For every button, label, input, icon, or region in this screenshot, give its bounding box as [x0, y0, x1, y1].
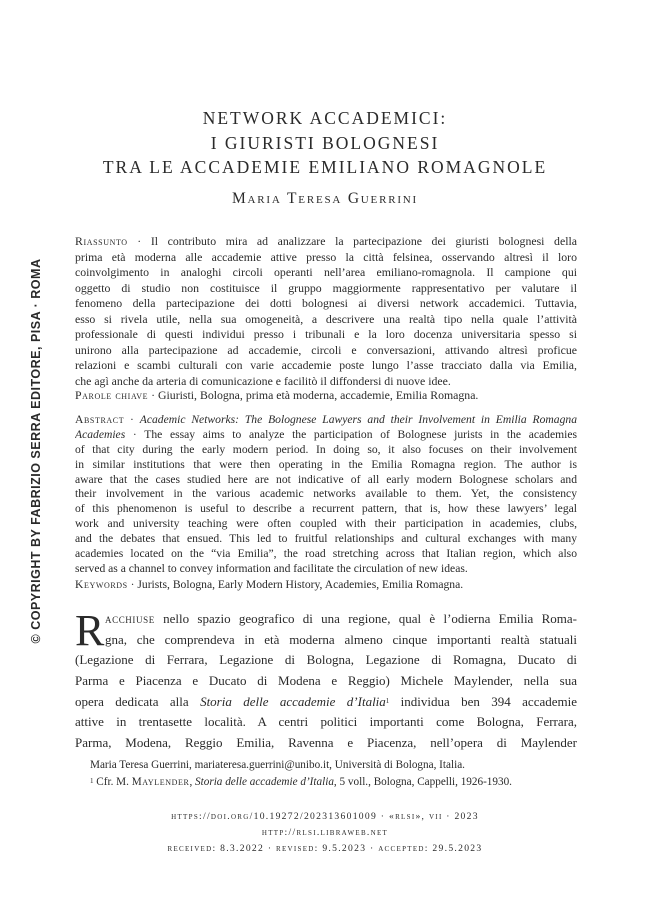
title-line-3: TRA LE ACCADEMIE EMILIANO ROMAGNOLE	[102, 157, 548, 177]
publication-meta	[0, 809, 650, 857]
keywords-label: Keywords	[75, 578, 128, 591]
riassunto-section	[75, 234, 577, 389]
footnote-ref[interactable]: 1	[385, 696, 390, 705]
title-line-1: NETWORK ACCADEMICI:	[202, 108, 448, 128]
abstract-line: aware that the cases studied here are not indicative of all early modern Bolognese scholars and	[75, 472, 577, 486]
copyright-text: © COPYRIGHT BY FABRIZIO SERRA EDITORE, PISA · ROMA	[29, 258, 43, 644]
body-paragraph	[75, 606, 577, 754]
doi-line[interactable]: https://doi.org/10.19272/202313601009 · «rlsi», vii · 2023	[171, 811, 479, 822]
body-line: gna, che comprendeva in età moderna almeno cinque importanti realtà statuali	[105, 631, 577, 647]
riassunto-label: Riassunto	[75, 234, 128, 248]
riassunto-text: · Il contributo mira ad analizzare la partecipazione dei giuristi bolognesi della	[127, 234, 577, 248]
riassunto-line: oggetto di studio non costituisce il gruppo maggiormente rappresentativo per valutare il	[75, 280, 577, 295]
dates-line: received: 8.3.2022 · revised: 9.5.2023 · accepted: 29.5.2023	[167, 843, 483, 854]
article-title	[0, 106, 650, 180]
abstract-line: of this phenomenon is useful to describe a recurrent pattern, that is, how these lawyers’ legal	[75, 502, 577, 516]
body-line: Parma e Piacenza e Ducato di Modena e Reggio) Michele Maylender, nella sua	[75, 673, 577, 689]
journal-url[interactable]: http://rlsi.libraweb.net	[261, 827, 389, 838]
riassunto-line: fenomeno della partecipazione dei dotti bolognesi ai diversi network accademici. Tuttavia,	[75, 296, 577, 311]
parole-chiave-text: · Giuristi, Bologna, prima età moderna, accademie, Emilia Romagna.	[148, 388, 479, 402]
riassunto-line: esso si rivela utile, nella sua omogeneità, a descrivere una realtà tipo nella quale l’attività	[75, 311, 577, 326]
title-line-2: I GIURISTI BOLOGNESI	[210, 132, 440, 153]
drop-cap: R	[75, 606, 105, 655]
riassunto-line: che agì anche da arteria di comunicazione e facilitò il diffondersi di nuove idee.	[75, 373, 451, 388]
author-name: Maria Teresa Guerrini	[231, 190, 419, 207]
footnotes	[90, 757, 570, 790]
footnote-1: $^1$ Cfr. M. Maylender, Storia delle accademie d’Italia, 5 voll., Bologna, Cappelli, 1926-1930.	[90, 775, 512, 788]
abstract-line: work and university teaching were often coupled with their participation in academies, clubs,	[75, 517, 577, 531]
parole-chiave-label: Parole chiave	[75, 388, 149, 402]
abstract-line: Abstract · Academic Networks: The Bolognese Lawyers and their Involvement in Emilia Romagna	[75, 413, 577, 426]
keywords-line	[75, 578, 577, 593]
abstract-line: and the debates that ensued. This led to fruitful relationships and cultural exchanges with many	[75, 532, 577, 546]
riassunto-line: prima età moderna alle accademie attive presso la città felsinea, osservando altresì il loro	[75, 249, 577, 264]
body-line: attive in trentasette località. A centri politici importanti come Bologna, Ferrara,	[75, 714, 577, 730]
body-line: (Legazione di Ferrara, Legazione di Bologna, Legazione di Romagna, Ducato di	[75, 652, 577, 668]
book-title-italic: Storia delle accademie d’Italia	[200, 693, 386, 709]
abstract-line: in similar institutions that were then operating in the Emilia Romagna region. The author is	[75, 457, 577, 471]
keywords-section	[75, 578, 577, 593]
author-affiliation-note: Maria Teresa Guerrini, mariateresa.guerrini@unibo.it, Università di Bologna, Italia.	[90, 759, 465, 771]
riassunto-line: relazioni e scambi culturali con varie accademie poste lungo l’asse tracciato dalla via Emilia,	[75, 358, 577, 373]
parole-chiave-line	[75, 388, 577, 404]
body-first-word: acchiuse	[105, 611, 155, 626]
abstract-title-italic: Academic Networks: The Bolognese Lawyers and their Involvement in Emilia Romagna	[139, 413, 577, 426]
abstract-line: academies located on the “via Emilia”, the road stretching across that Italian region, which also	[75, 547, 577, 561]
abstract-line: their involvement in the various academic networks available to them. Yet, the consistency	[75, 487, 577, 501]
abstract-label: Abstract	[75, 413, 125, 426]
body-line: opera dedicata alla Storia delle accademie d’Italia$^1$ individua ben 394 accademie	[75, 693, 577, 709]
abstract-line: served as a channel to convey information and facilitate the circulation of new ideas.	[75, 561, 468, 575]
riassunto-line: coinvolgimento in analoghi circoli operanti nell’area emiliano-romagnola. Il campione qui	[75, 265, 577, 280]
abstract-line: of that city during the early modern period. In doing so, it also focuses on their involvement	[75, 442, 577, 456]
riassunto-line: professionale di questi individui presso i tribunali e la loro docenza universitaria spesso si	[75, 327, 577, 342]
riassunto-line	[75, 234, 577, 250]
body-line: Parma, Modena, Reggio Emilia, Ravenna e Piacenza, nell’opera di Maylender	[75, 735, 577, 751]
abstract-title-italic-2: Academies	[75, 427, 126, 441]
parole-chiave-section	[75, 388, 577, 404]
footnote-number: 1	[90, 776, 94, 785]
body-line: acchiuse nello spazio geografico di una regione, qual è l’odierna Emilia Roma-	[105, 611, 577, 626]
abstract-line: Academies · The essay aims to analyze the participation of Bolognese jurists in the academies	[75, 427, 577, 441]
keywords-text: · Jurists, Bologna, Early Modern History, Academies, Emilia Romagna.	[127, 578, 464, 591]
riassunto-line: unirono alla partecipazione ad accademie, circoli e conversazioni, attivando altresì proficue	[75, 342, 577, 357]
abstract-section	[75, 413, 577, 577]
